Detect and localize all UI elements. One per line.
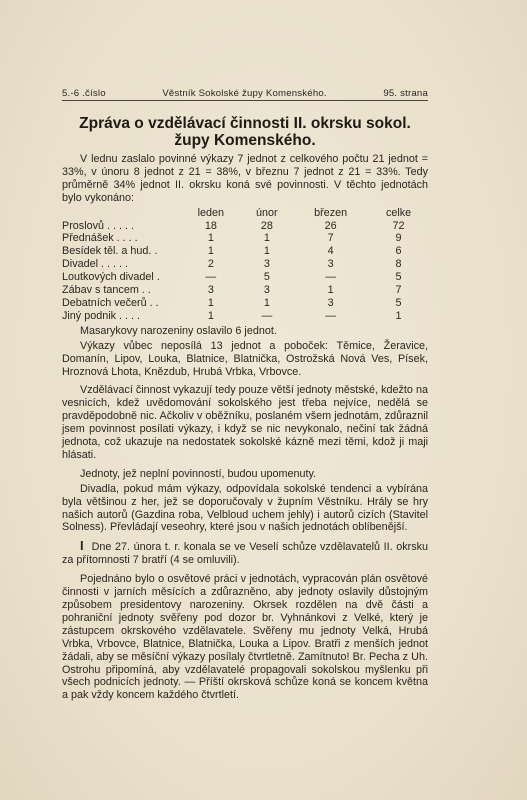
cell: 1 bbox=[207, 309, 214, 322]
title-line-1: Zpráva o vzdělávací činnosti II. okrsku sokol. bbox=[79, 115, 411, 132]
paragraph-activity: Vzdělávací činnost vykazují tedy pouze větší jednoty městské, kdežto na vesnicích, kdež uvědomování sokolského jest třeba nejvíce, nedělá se pravděpodobně nic. Ačkoliv v oběžníku, poslaném všem jednotám, zdůraznil jsem povinnost posílati výkazy, i když se nic nevykonalo, nečiní tak žádná jednota, což ukazuje na nedostatek sokolské kázně mezi těmi, kdož ji maji hlásati. bbox=[62, 384, 428, 461]
intro-paragraph: V lednu zaslalo povinné výkazy 7 jednot z celkového počtu 21 jednot = 33%, v únoru 8 jednot z 21 = 38%, v březnu 7 jednot z 21 = 33%. Tedy průměrně 34% jednot II. okrsku koná své povinnosti. V těchto jednotách bylo vykonáno: bbox=[62, 153, 428, 204]
cell: 28 bbox=[260, 219, 273, 232]
page-number: 95. strana bbox=[383, 88, 428, 99]
row-label: Jiný podnik . . . . bbox=[62, 309, 141, 322]
cell: 1 bbox=[263, 245, 270, 258]
cell: 3 bbox=[263, 284, 270, 297]
cell: 2 bbox=[207, 258, 214, 271]
row-label: Zábav s tancem . . bbox=[62, 284, 151, 297]
issue-number: 5.-6 .číslo bbox=[62, 88, 106, 99]
cell: 7 bbox=[395, 284, 402, 297]
activity-table bbox=[62, 207, 428, 323]
cell: 1 bbox=[263, 296, 270, 309]
row-label: Proslovů . . . . . bbox=[62, 219, 135, 232]
cell: 1 bbox=[207, 245, 214, 258]
table-row bbox=[62, 284, 428, 297]
cell: 18 bbox=[204, 219, 217, 232]
paragraph-meeting bbox=[62, 540, 428, 567]
paragraph-theatre: Divadla, pokud mám výkazy, odpovídala sokolské tendenci a vybírána byla většinou z her, jež se doporučovaly v župním Věstníku. Hrály se hry našich autorů (Gazdina roba, Velbloud uchem jehly) i autorů cizích (Stavitel Solness). Převládají veseohry, které jsou v našich jednotách oblíbenější. bbox=[62, 482, 428, 534]
table-row bbox=[62, 232, 428, 245]
row-label: Přednášek . . . . bbox=[62, 232, 138, 245]
cell: 3 bbox=[327, 296, 334, 309]
cell: 5 bbox=[395, 271, 402, 284]
cell: — bbox=[205, 271, 217, 284]
table-row bbox=[62, 310, 428, 323]
cell: 7 bbox=[327, 232, 334, 245]
table-row bbox=[62, 245, 428, 258]
cell: 1 bbox=[263, 232, 270, 245]
cell: 5 bbox=[395, 296, 402, 309]
row-label: Debatních večerů . . bbox=[62, 296, 159, 309]
table-row bbox=[62, 258, 428, 271]
cell: 3 bbox=[327, 258, 334, 271]
article-title bbox=[62, 115, 428, 149]
cell: 1 bbox=[207, 296, 214, 309]
table-row bbox=[62, 271, 428, 284]
cell: 1 bbox=[395, 309, 402, 322]
cell: — bbox=[261, 309, 273, 322]
title-line-2: župy Komenského. bbox=[174, 132, 316, 149]
column-header: celke bbox=[385, 206, 412, 219]
section-marker: I bbox=[80, 538, 84, 554]
paragraph-birthday: Masarykovy narozeniny oslavilo 6 jednot. bbox=[80, 324, 277, 337]
cell: 5 bbox=[263, 271, 270, 284]
cell: — bbox=[325, 271, 336, 284]
cell: 3 bbox=[207, 284, 214, 297]
cell: 4 bbox=[327, 245, 334, 258]
row-label: Divadel . . . . . bbox=[62, 258, 129, 271]
cell: 26 bbox=[324, 219, 337, 232]
journal-title: Věstník Sokolské župy Komenského. bbox=[162, 88, 327, 99]
table-row bbox=[62, 297, 428, 310]
cell: 72 bbox=[392, 219, 405, 232]
cell: — bbox=[325, 309, 336, 322]
column-header: březen bbox=[314, 206, 348, 219]
cell: 6 bbox=[395, 245, 402, 258]
column-header: leden bbox=[197, 206, 225, 219]
table-header-row bbox=[62, 207, 428, 220]
column-header: únor bbox=[256, 206, 278, 219]
row-label: Besídek těl. a hud. . bbox=[62, 245, 158, 258]
article-body bbox=[62, 153, 428, 708]
cell: 8 bbox=[395, 258, 402, 271]
paragraph-reminder: Jednoty, jež neplní povinností, budou upomenuty. bbox=[80, 467, 317, 480]
row-label: Loutkových divadel . bbox=[62, 271, 160, 284]
cell: 1 bbox=[207, 232, 214, 245]
paragraph-plan: Pojednáno bylo o osvětové práci v jednotách, vypracován plán osvětové činnosti v jarních měsících a zdůrazněno, aby jednoty oslavily důstojným způsobem presidentovy narozeniny. Okrsek rozdělen na dvě části a pohraniční jednoty svěřeny pod dozor br. Vyhnánkovi z Velké, který je zástupcem okrskového vzdělavatele. Svěřeny mu jednoty Velká, Hrubá Vrbka, Vrbovce, Blatnice, Blatnička, Louka a Lipov. Bratři z menších jednot žádali, aby se měsíční výkazy posílaly čtvrtletně. Zamítnuto! Br. Pecha z Uh. Ostrohu připomíná, aby vzdělavatelé propagovali sokolskou myšlenku při všech podnicích jednoty. — Příští okrsková schůze koná se koncem května a pak vždy koncem každého čtvrtletí. bbox=[62, 573, 428, 702]
cell: 1 bbox=[327, 284, 334, 297]
cell: 3 bbox=[263, 258, 270, 271]
table-row bbox=[62, 220, 428, 233]
meeting-text: Dne 27. února t. r. konala se ve Veselí schůze vzdělavatelů II. okrsku za přítomnosti 7 bratří (4 se omluvili). bbox=[62, 541, 428, 567]
paragraph-missing-reports: Výkazy vůbec neposílá 13 jednot a poboček: Těmice, Žeravice, Domanín, Lipov, Louka, Blatnice, Blatnička, Ostrožská Nová Ves, Písek, Hroznová Lhota, Knězdub, Hrubá Vrbka, Vrbovce. bbox=[62, 339, 428, 378]
page-header bbox=[62, 88, 428, 101]
cell: 9 bbox=[395, 232, 402, 245]
